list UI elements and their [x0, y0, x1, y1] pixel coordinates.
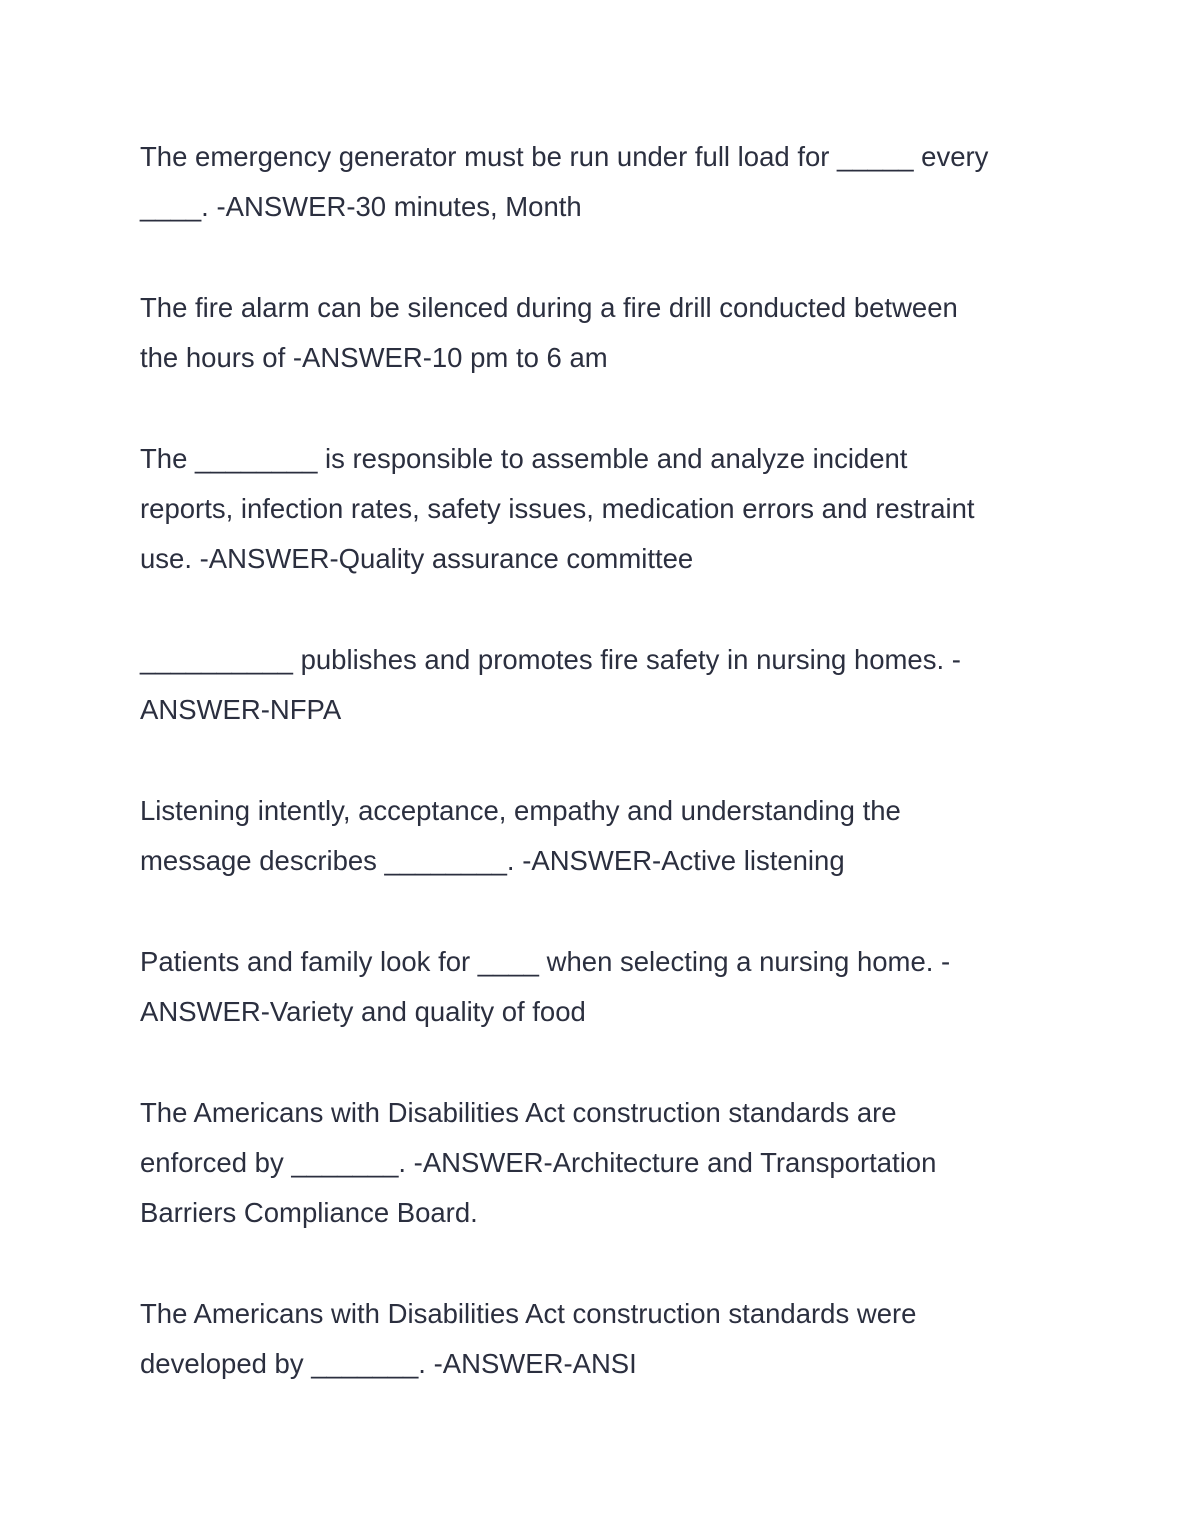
qa-item — [140, 1088, 1055, 1239]
qa-item — [140, 283, 1055, 383]
qa-line: Barriers Compliance Board. — [140, 1197, 478, 1229]
qa-line: developed by _______. -ANSWER-ANSI — [140, 1348, 637, 1380]
qa-line: enforced by _______. -ANSWER-Architecture and Transportation — [140, 1147, 937, 1179]
qa-line: The emergency generator must be run under full load for _____ every — [140, 141, 989, 172]
qa-line: Patients and family look for ____ when selecting a nursing home. - — [140, 946, 951, 977]
qa-line: ANSWER-NFPA — [140, 694, 342, 726]
qa-line: __________ publishes and promotes fire safety in nursing homes. - — [140, 644, 961, 675]
qa-item — [140, 434, 1055, 585]
qa-line: The Americans with Disabilities Act construction standards are — [140, 1097, 897, 1128]
qa-item — [140, 1289, 1055, 1389]
qa-line: reports, infection rates, safety issues, medication errors and restraint — [140, 493, 975, 525]
qa-item — [140, 132, 1055, 232]
qa-line: use. -ANSWER-Quality assurance committee — [140, 543, 694, 575]
qa-line: the hours of -ANSWER-10 pm to 6 am — [140, 342, 608, 374]
qa-line: ____. -ANSWER-30 minutes, Month — [140, 191, 582, 223]
qa-line: The fire alarm can be silenced during a fire drill conducted between — [140, 292, 958, 323]
qa-line: The Americans with Disabilities Act construction standards were — [140, 1298, 917, 1329]
qa-item — [140, 786, 1055, 886]
qa-line: ANSWER-Variety and quality of food — [140, 996, 586, 1028]
qa-line: Listening intently, acceptance, empathy and understanding the — [140, 795, 901, 826]
qa-item — [140, 937, 1055, 1037]
qa-line: message describes ________. -ANSWER-Active listening — [140, 845, 845, 877]
qa-item — [140, 635, 1055, 735]
qa-line: The ________ is responsible to assemble and analyze incident — [140, 443, 908, 474]
